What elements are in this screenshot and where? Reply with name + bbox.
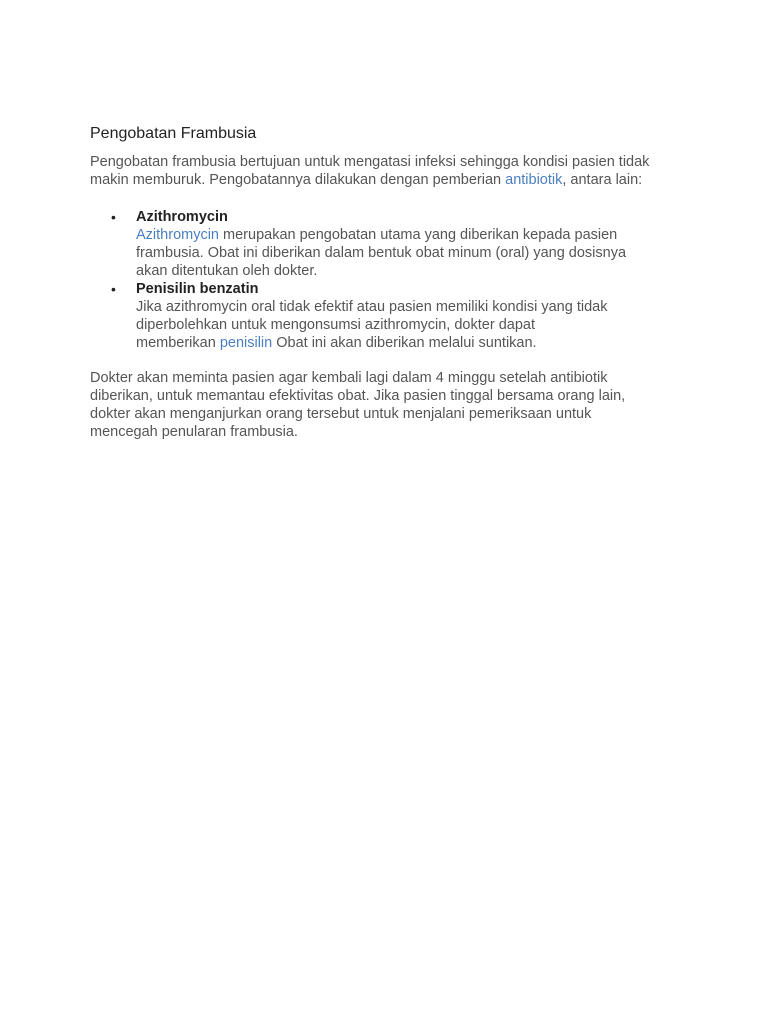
intro-text-after-link: , antara lain: bbox=[562, 172, 643, 188]
document-page bbox=[90, 124, 690, 441]
intro-line-1: Pengobatan frambusia bertujuan untuk mengatasi infeksi sehingga kondisi pasien tidak bbox=[90, 154, 650, 170]
item-term: Azithromycin bbox=[136, 209, 228, 225]
desc-line-3: akan ditentukan oleh dokter. bbox=[136, 263, 318, 279]
intro-paragraph bbox=[90, 153, 680, 189]
desc-line-2: diperbolehkan untuk mengonsumsi azithromycin, dokter dapat bbox=[136, 317, 535, 333]
list-item-penisilin-benzatin bbox=[90, 280, 690, 352]
desc-line-2: frambusia. Obat ini diberikan dalam bentuk obat minum (oral) yang dosisnya bbox=[136, 245, 627, 261]
antibiotik-link[interactable]: antibiotik bbox=[505, 172, 563, 188]
desc-line-3-before-link: memberikan bbox=[136, 335, 220, 351]
desc-line-1: merupakan pengobatan utama yang diberikan kepada pasien bbox=[219, 227, 618, 243]
item-description bbox=[136, 226, 636, 280]
azithromycin-link[interactable]: Azithromycin bbox=[136, 227, 219, 243]
desc-line-1: Jika azithromycin oral tidak efektif atau pasien memiliki kondisi yang tidak bbox=[136, 299, 608, 315]
closing-line-3: dokter akan menganjurkan orang tersebut untuk menjalani pemeriksaan untuk bbox=[90, 406, 592, 422]
bullet-icon: • bbox=[111, 209, 116, 225]
treatment-list bbox=[90, 208, 690, 352]
bullet-icon: • bbox=[111, 281, 116, 297]
item-term: Penisilin benzatin bbox=[136, 281, 259, 297]
item-description bbox=[136, 298, 636, 352]
desc-line-3-after-link: Obat ini akan diberikan melalui suntikan. bbox=[272, 335, 537, 351]
intro-text-before-link: makin memburuk. Pengobatannya dilakukan dengan pemberian bbox=[90, 172, 506, 188]
closing-line-1: Dokter akan meminta pasien agar kembali lagi dalam 4 minggu setelah antibiotik bbox=[90, 370, 608, 386]
list-item-azithromycin bbox=[90, 208, 690, 280]
closing-paragraph bbox=[90, 369, 650, 441]
closing-line-4: mencegah penularan frambusia. bbox=[90, 424, 298, 440]
closing-line-2: diberikan, untuk memantau efektivitas obat. Jika pasien tinggal bersama orang lain, bbox=[90, 388, 626, 404]
article-title: Pengobatan Frambusia bbox=[90, 125, 257, 142]
penisilin-link[interactable]: penisilin bbox=[219, 335, 273, 351]
